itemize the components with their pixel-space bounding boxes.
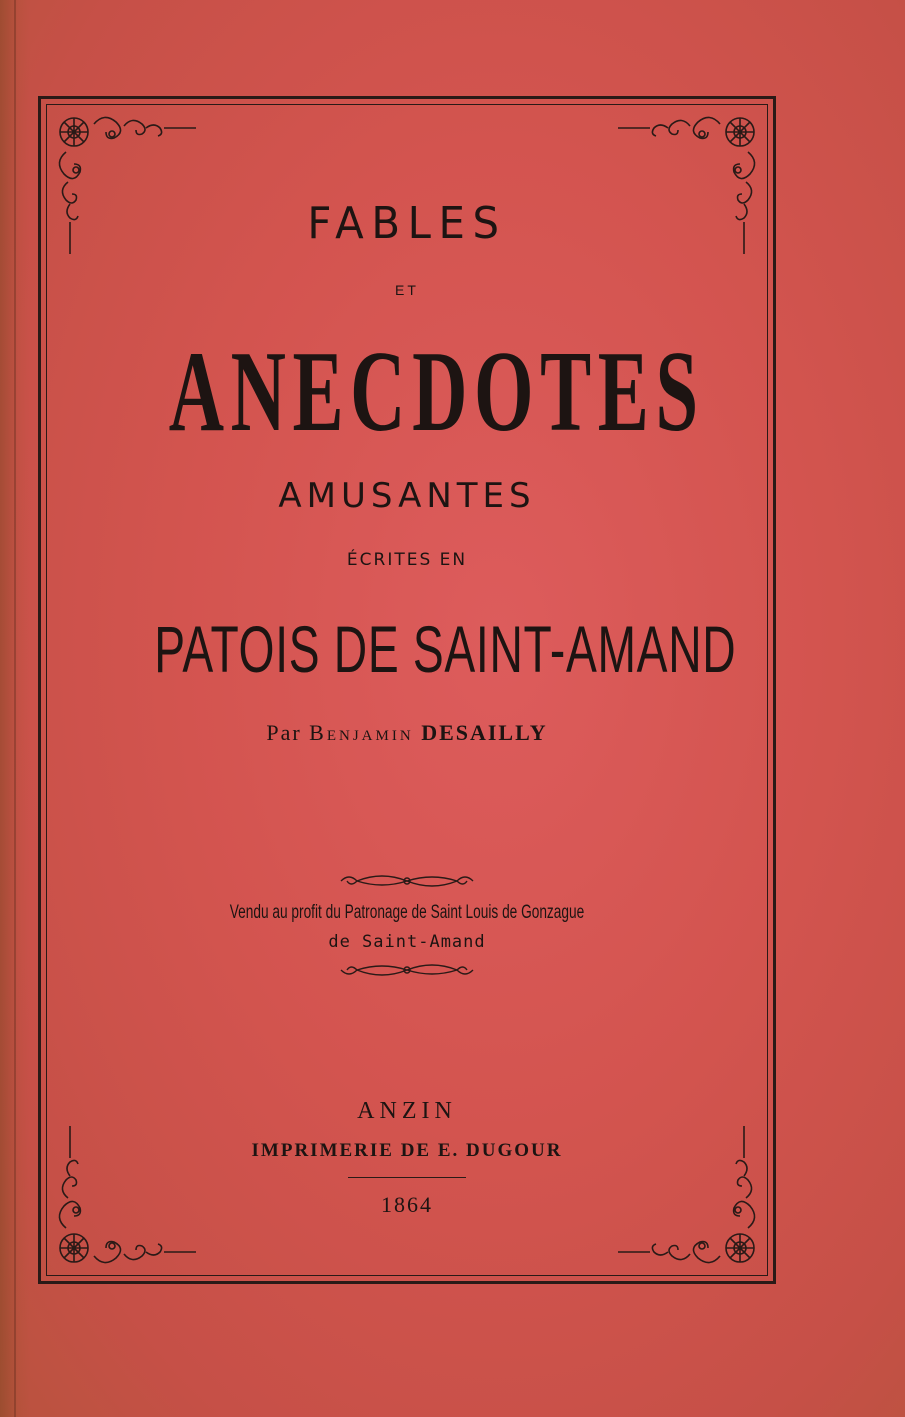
title-patois: PATOIS DE SAINT-AMAND: [154, 612, 737, 686]
title-amusantes: AMUSANTES: [278, 476, 536, 516]
sale-note-line1: Vendu au profit du Patronage de Saint Louis de Gonzague: [229, 902, 585, 923]
imprint-city: ANZIN: [357, 1098, 457, 1124]
flourish-divider-top-icon: [337, 867, 477, 893]
title-main: ANECDOTES: [168, 328, 705, 456]
imprint-rule: [348, 1177, 466, 1178]
spine-crease: [14, 0, 16, 1417]
imprint-printer: IMPRIMERIE DE E. DUGOUR: [251, 1140, 563, 1161]
flourish-divider-bottom-icon: [337, 958, 477, 984]
title-fables: FABLES: [307, 198, 507, 249]
author-prefix: Par: [266, 720, 302, 745]
imprint-year: 1864: [381, 1192, 433, 1217]
title-conjunction: ET: [395, 282, 419, 298]
sale-note-line2: de Saint-Amand: [328, 932, 486, 952]
author-line: [46, 720, 768, 746]
author-last-name: DESAILLY: [421, 720, 548, 745]
author-first-name: Benjamin: [309, 720, 414, 745]
subtitle-ecrites-en: ÉCRITES EN: [346, 550, 468, 570]
